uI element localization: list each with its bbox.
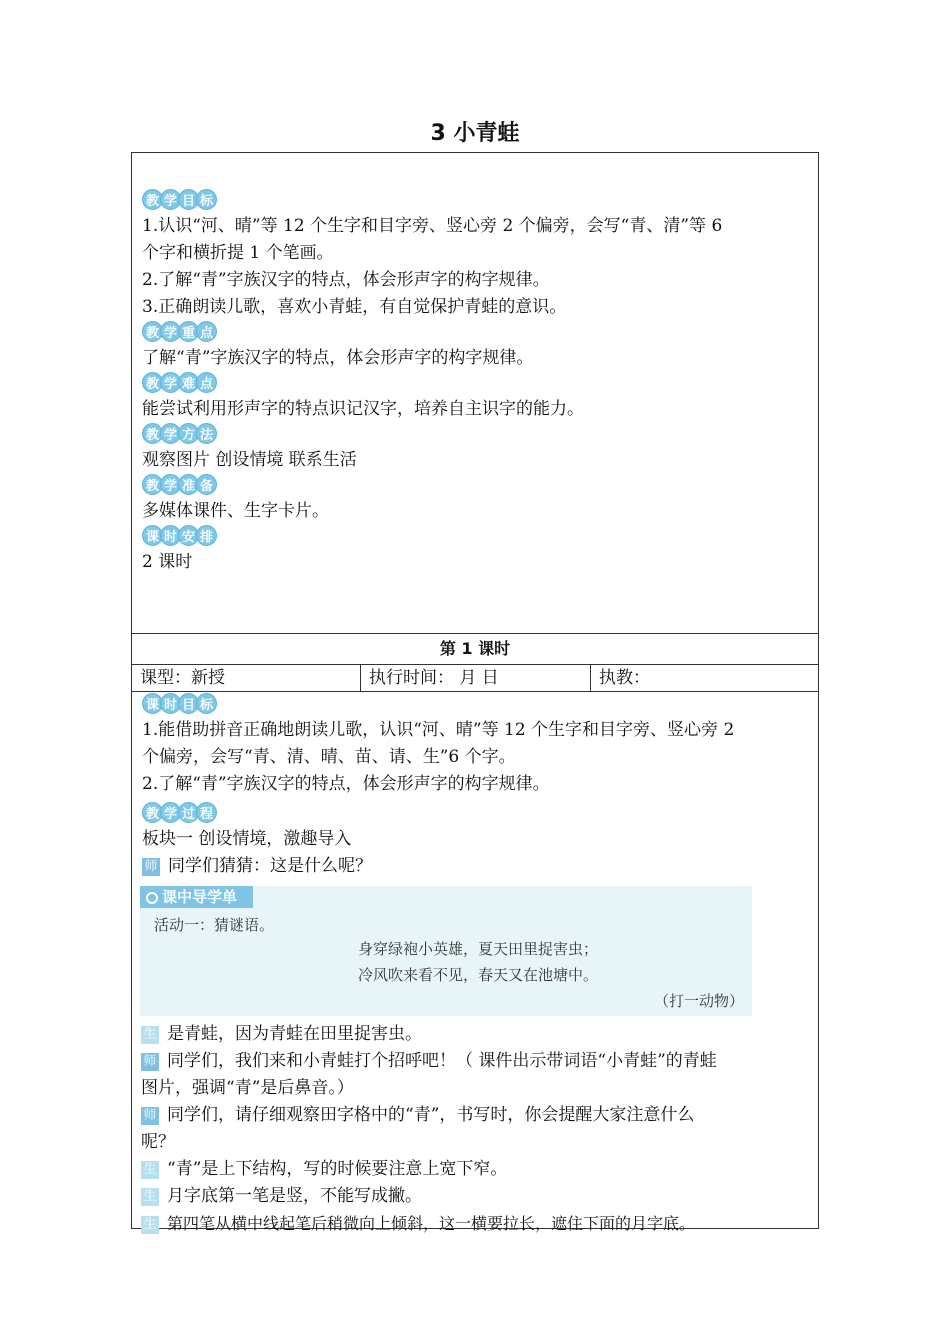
- dialog-line: [141, 1156, 813, 1183]
- difficulty-text: 能尝试利用形声字的特点识记汉字，培养自主识字的能力。: [142, 399, 584, 419]
- page-title: 3 小青蛙: [430, 121, 520, 146]
- lesson-goal-line: 个偏旁，会写“青、清、晴、苗、请、生”6 个字。: [142, 747, 516, 767]
- dialog-line: [141, 1183, 813, 1210]
- guide-sheet: [140, 886, 752, 1016]
- riddle-line-1: 身穿绿袍小英雄，夏天田里捉害虫；: [358, 940, 599, 958]
- tag-preparation: 教 学 准 备: [142, 474, 214, 496]
- dialog-text: 月字底第一笔是竖，不能写成撇。: [167, 1186, 422, 1206]
- goal-line: 2.了解“青”字族汉字的特点，体会形声字的构字规律。: [142, 270, 550, 290]
- tag-schedule: 课 时 安 排: [142, 525, 214, 547]
- dialog-line: [141, 1102, 813, 1129]
- preparation-text: 多媒体课件、生字卡片。: [142, 501, 329, 521]
- tag-methods: 教 学 方 法: [142, 423, 214, 445]
- dialog-line: [141, 1048, 813, 1075]
- block-title: 板块一 创设情境，激趣导入: [142, 829, 352, 849]
- tag-teaching-goals: 教 学 目 标: [142, 189, 214, 211]
- tag-lesson-goals: 课 时 目 标: [142, 693, 214, 715]
- guide-activity: 活动一：猜谜语。: [154, 916, 275, 934]
- dialog-text: “青”是上下结构，写的时候要注意上宽下窄。: [167, 1159, 508, 1179]
- riddle-line-2: 冷风吹来看不见，春天又在池塘中。: [358, 966, 599, 984]
- student-mark: 生: [141, 1188, 159, 1206]
- teacher-mark: 师: [141, 1107, 159, 1125]
- key-point-text: 了解“青”字族汉字的特点，体会形声字的构字规律。: [142, 348, 534, 368]
- goal-line: 3.正确朗读儿歌，喜欢小青蛙，有自觉保护青蛙的意识。: [142, 297, 567, 317]
- tag-difficulties: 教 学 难 点: [142, 372, 214, 394]
- dialog-text: 同学们，我们来和小青蛙打个招呼吧！（ 课件出示带词语“小青蛙”的青蛙: [167, 1051, 717, 1071]
- dialog-text: 是青蛙，因为青蛙在田里捉害虫。: [167, 1024, 422, 1044]
- tag-key-points: 教 学 重 点: [142, 321, 214, 343]
- student-mark: 生: [141, 1026, 159, 1044]
- schedule-text: 2 课时: [142, 552, 193, 572]
- riddle-hint: （打一动物）: [653, 992, 744, 1010]
- tag-process: 教 学 过 程: [142, 802, 214, 824]
- goal-line: 个字和横折提 1 个笔画。: [142, 243, 334, 263]
- dialog-line: [142, 853, 812, 880]
- goal-line: 1.认识“河、晴”等 12 个生字和目字旁、竖心旁 2 个偏旁，会写“青、清”等 6: [142, 216, 723, 236]
- lesson-header-row: [131, 633, 819, 665]
- lesson-teacher: 执教：: [599, 668, 650, 688]
- dialog-continuation: 呢？: [141, 1132, 175, 1152]
- lesson-type: 课型：新授: [132, 665, 361, 691]
- teacher-mark: 师: [141, 1053, 159, 1071]
- student-mark: 生: [141, 1216, 159, 1234]
- lesson-goal-line: 2.了解“青”字族汉字的特点，体会形声字的构字规律。: [142, 774, 550, 794]
- lesson-header: 第 1 课时: [439, 639, 511, 658]
- objectives-box: [131, 152, 819, 634]
- method-text: 观察图片 创设情境 联系生活: [142, 450, 357, 470]
- teacher-mark: 师: [142, 858, 160, 876]
- dialog-text: 第四笔从横中线起笔后稍微向上倾斜，这一横要拉长，遮住下面的月字底。: [167, 1214, 696, 1233]
- guide-sheet-header: 课中导学单: [140, 886, 253, 908]
- lesson-time: 执行时间： 月 日: [361, 665, 591, 691]
- lesson-goal-line: 1.能借助拼音正确地朗读儿歌，认识“河、晴”等 12 个生字和目字旁、竖心旁 2: [142, 720, 735, 740]
- dialog-continuation: 图片，强调“青”是后鼻音。）: [141, 1078, 354, 1098]
- student-mark: 生: [141, 1161, 159, 1179]
- play-icon: [146, 892, 158, 904]
- dialog-line: [141, 1021, 813, 1048]
- dialog-text: 同学们猜猜：这是什么呢？: [168, 856, 372, 876]
- dialog-line: [141, 1210, 813, 1237]
- dialog-text: 同学们，请仔细观察田字格中的“青”，书写时，你会提醒大家注意什么: [167, 1105, 695, 1125]
- dialog-block: [141, 1021, 813, 1237]
- lesson-info-row: [131, 664, 819, 692]
